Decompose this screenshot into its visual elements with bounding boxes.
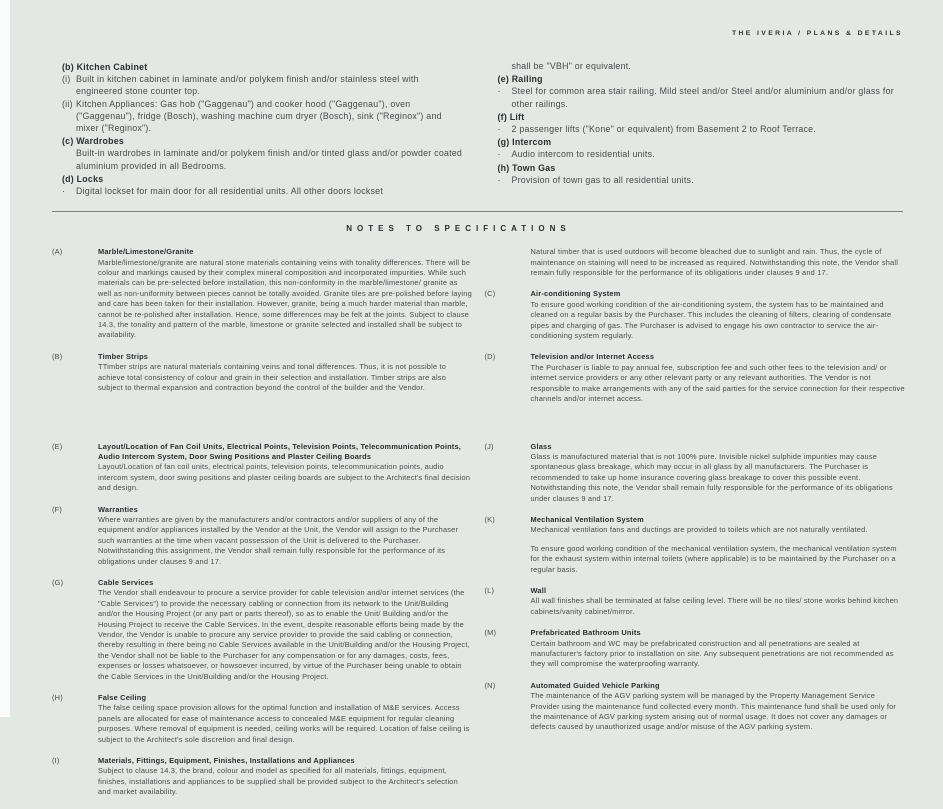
note-label: (E) [52, 441, 63, 451]
specifications-top-section [52, 60, 905, 197]
note-title: Automated Guided Vehicle Parking [530, 680, 660, 690]
spec-heading: (g) Intercom [497, 137, 552, 148]
notes-upper-row [52, 247, 905, 415]
note-body [98, 352, 473, 394]
note-paragraph: The Purchaser is liable to pay annual fee, subscription fee and such other fees to the television and/ or internet service providers or any other relevant party or any relevant authorities. The Vendor is not responsible to make arrangements with any of the said parties for the service connection for their respective channels and/or internet access. [530, 362, 905, 404]
note-label [485, 247, 531, 278]
note-title: Television and/or Internet Access [530, 352, 655, 362]
note-entry [485, 586, 906, 617]
note-paragraph: Glass is manufactured material that is not 100% pure. Invisible nickel sulphide impurities may cause spontaneous glass breakage, which may occur in all glass by all manufacturers. The Purchaser is recommended to take up home insurance covering glass breakage to cover this possible event. Notwithstanding this note, the Vendor shall remain fully responsible for the performance of its obligations under clauses 9 and 17. [530, 451, 893, 503]
note-entry [52, 578, 473, 682]
note-body [531, 586, 906, 617]
note-paragraph: Marble/limestone/granite are natural stone materials containing veins with tonality differences. There will be colour and markings caused by their complex mineral composition and incorporated impurities. While such materials can be pre-selected before installation, this non-conformity in the marble/limestone/ granite as well as non-uniformity between pieces cannot be totally avoided. Granite tiles are pre-polished before laying and care has been taken for their installation. However, granite, being a much harder material than marble, cannot be re-polished after installation. Hence, some differences may be felt at the joints. Subject to clause 14.3, the tonality and pattern of the marble, limestone or granite selected and installed shall be subject to availability. [98, 257, 472, 340]
item-text: Provision of town gas to all residential units. [511, 174, 694, 185]
note-title: Glass [530, 441, 552, 451]
note-body [98, 247, 473, 341]
item-marker: (i) [62, 74, 71, 85]
note-entry [485, 681, 906, 733]
spec-heading: (c) Wardrobes [62, 136, 125, 147]
notes-left-lower-column [52, 442, 473, 809]
notes-left-upper-column [52, 247, 473, 415]
note-paragraph: Natural timber that is used outdoors will become bleached due to sunlight and rain. Thus, the cycle of maintenance on staining will need to be increased as required. Notwithstanding this note, the Vendor shall remain fully responsible for the performance of its obligations under clauses 9 and 17. [530, 247, 899, 278]
note-body [531, 681, 906, 733]
note-title: Mechanical Ventilation System [530, 514, 644, 524]
spec-item [498, 148, 900, 160]
note-body [98, 693, 473, 745]
item-marker: · [497, 174, 501, 185]
item-text: Audio intercom to residential units. [511, 149, 655, 160]
note-body [98, 578, 473, 682]
note-paragraph: The maintenance of the AGV parking system will be managed by the Property Management Service Provider using the maintenance fund collected every month. This maintenance fund shall be used only for the maintenance of AGV parking system arising out of normal usage. It does not cover any damages or defects caused by unauthorized usage and/or misuse of the AGV parking system. [530, 691, 897, 732]
note-paragraph: Mechanical ventilation fans and ductings are provided to toilets which are not naturally ventilated. [530, 525, 868, 535]
page-left-margin [0, 0, 10, 717]
note-entry [52, 756, 473, 798]
note-title: Prefabricated Bathroom Units [530, 628, 641, 638]
item-marker: · [62, 186, 66, 197]
note-body [98, 756, 473, 798]
note-entry [52, 693, 473, 745]
note-label: (C) [484, 289, 496, 299]
spec-heading: (e) Railing [497, 74, 543, 85]
note-entry [485, 352, 906, 404]
spec-item [498, 174, 900, 186]
note-label: (D) [484, 352, 496, 362]
note-body [98, 442, 473, 494]
note-label: (L) [484, 585, 495, 595]
note-label: (M) [484, 628, 497, 638]
top-right-column [498, 60, 900, 197]
item-text: Steel for common area stair railing. Mild steel and/or Steel and/or aluminium and/or glass for other railings. [511, 86, 894, 109]
note-title: Warranties [98, 504, 138, 514]
note-entry [485, 289, 906, 341]
note-entry [485, 247, 906, 278]
note-body [531, 352, 906, 404]
page-header [52, 22, 905, 40]
note-label: (J) [484, 441, 494, 451]
spec-heading: (d) Locks [62, 173, 104, 184]
note-entry [485, 628, 906, 670]
page-content [10, 0, 943, 797]
note-label: (H) [52, 693, 63, 703]
notes-title: NOTES TO SPECIFICATIONS [346, 224, 571, 234]
note-paragraph: Where warranties are given by the manufacturers and/or contractors and/or suppliers of any of the equipment and/or appliances installed by the Vendor at the Unit, the Vendor will assign to the Purchaser such warranties at the time when vacant possession of the Unit is delivered to the Purchaser. Notwithstanding this assignment, the Vendor shall remain fully responsible for the performance of its obligations under clauses 9 and 17. [98, 514, 459, 566]
note-paragraph: The Vendor shall endeavour to procure a service provider for cable television and/or internet services (the "Cable Services") to provide the necessary cabling or connection from its network to the Unit/Building and/or the Housing Project (or any part or parts thereof), so as to enable the Unit/ Building and/or the Housing Project to receive the Cable Services. In the event, despite reasonable efforts being made by the Vendor, the Vendor is unable to procure any service provider to provide the said cabling or connection, thereby resulting in there being no Cable Services available in the Unit/Building and/or the Housing Project, the Vendor shall not be liable to the Purchaser for any compensation or for any damages, costs, fees, expenses or losses whatsoever, or howsoever incurred, by virtue of the Purchaser being unable to obtain the Cable Services in the Unit/Building and/or the Housing Project. [98, 588, 470, 681]
note-paragraph: Subject to clause 14.3, the brand, colour and model as specified for all materials, fittings, equipment, finishes, installations and appliances to be supplied shall be provided subject to the Architect's selection and market availability. [98, 766, 458, 797]
note-body [531, 515, 906, 575]
spec-item [62, 147, 464, 171]
note-paragraph: To ensure good working condition of the mechanical ventilation system, the mechanical ventilation system for the exhaust system within internal toilets (where applicable) is to be maintained by the Purchaser on a regular basis. [530, 543, 897, 574]
item-marker: · [497, 149, 501, 160]
spec-heading: (b) Kitchen Cabinet [62, 62, 148, 72]
top-left-column [62, 60, 464, 197]
note-paragraph: The false ceiling space provision allows for the optimal function and installation of M&E services. Access panels are allocated for ease of maintenance access to concealed M&E equipment for regular cleaning purposes. Where removal of equipment is needed, ceiling works will be required. Location of false ceiling is subject to the Architect's sole discretion and final design. [98, 703, 470, 744]
note-entry [485, 442, 906, 504]
note-title: Wall [530, 585, 547, 595]
spec-heading: (f) Lift [497, 111, 525, 122]
notes-lower-row [52, 442, 905, 809]
note-entry [52, 247, 473, 341]
note-entry [52, 352, 473, 394]
spec-item [498, 60, 900, 72]
note-label: (B) [52, 351, 63, 361]
item-marker: · [497, 124, 501, 135]
item-text: Kitchen Appliances: Gas hob ("Gaggenau") and cooker hood ("Gaggenau"), oven ("Gaggenau"), fridge (Bosch), washing machine cum dryer (Bosch), sink ("Reginox") and mixer ("Reginox"). [76, 98, 442, 134]
note-label: (K) [484, 514, 495, 524]
note-label: (N) [484, 680, 496, 690]
item-text: shall be "VBH" or equivalent. [511, 61, 632, 71]
note-label: (F) [52, 504, 63, 514]
item-text: Built in kitchen cabinet in laminate and/or polykem finish and/or stainless steel with engineered stone counter top. [76, 74, 419, 97]
note-title: Marble/Limestone/Granite [98, 247, 194, 257]
note-title: Air-conditioning System [530, 289, 621, 299]
spec-item [498, 85, 900, 109]
note-title: False Ceiling [98, 693, 147, 703]
note-label: (I) [52, 756, 60, 766]
item-text: 2 passenger lifts ("Kone" or equivalent) from Basement 2 to Roof Terrace. [511, 124, 817, 135]
note-title: Timber Strips [98, 351, 149, 361]
note-paragraph: TTimber strips are natural materials containing veins and tonal differences. Thus, it is not possible to achieve total consistency of colour and grain in their selection and installation. Timber strips are also subject to thermal expansion and contraction beyond the control of the builder and the Vendor. [98, 362, 447, 393]
spec-item [62, 98, 464, 135]
note-body [531, 247, 906, 278]
note-body [531, 628, 906, 670]
item-marker: · [497, 86, 501, 97]
note-entry [52, 442, 473, 494]
item-marker: (ii) [62, 98, 73, 109]
note-title: Cable Services [98, 577, 154, 587]
note-label: (G) [52, 577, 64, 587]
spec-item [498, 123, 900, 135]
note-paragraph: To ensure good working condition of the air-conditioning system, the system has to be maintained and cleaned on a regular basis by the Purchaser. This includes the cleaning of filters, clearing of condensate pipes and charging of gas. The Purchaser is advised to engage his own contractor to service the air-conditioning system regularly. [530, 299, 892, 341]
note-title: Materials, Fittings, Equipment, Finishes, Installations and Appliances [98, 756, 355, 766]
section-divider [52, 211, 903, 212]
note-entry [485, 515, 906, 575]
item-text: Digital lockset for main door for all residential units. All other doors lockset [76, 186, 384, 197]
header-title: THE IVERIA / PLANS & DETAILS [731, 30, 903, 37]
item-text: Built-in wardrobes in laminate and/or polykem finish and/or tinted glass and/or powder coated aluminium provided in all Bedrooms. [76, 148, 463, 171]
note-paragraph: All wall finishes shall be terminated at false ceiling level. There will be no tiles/ stone works behind kitchen cabinets/vanity cabinet/mirror. [530, 596, 899, 616]
notes-right-upper-column [485, 247, 906, 415]
note-title: Layout/Location of Fan Coil Units, Electrical Points, Television Points, Telecommunication Points, Audio Intercom System, Door Swing Positions and Plaster Ceiling Boards [98, 441, 462, 461]
spec-heading: (h) Town Gas [497, 162, 556, 173]
note-paragraph: Layout/Location of fan coil units, electrical points, television points, telecommunication points, audio intercom system, door swing positions and plaster ceiling boards are subject to the Architect's final decision and design. [98, 462, 471, 493]
note-entry [52, 505, 473, 567]
spec-item [62, 73, 464, 97]
note-body [531, 289, 906, 341]
note-body [531, 442, 906, 504]
item-marker [498, 60, 512, 72]
item-marker [62, 147, 76, 171]
note-body [98, 505, 473, 567]
note-label: (A) [52, 247, 63, 257]
note-paragraph: Certain bathroom and WC may be prefabricated construction and all penetrations are sealed at manufacturer's factory prior to installation on site. Any subsequent penetrations are not recommended as they will compromise the waterproofing warranty. [530, 638, 894, 669]
spec-item [62, 185, 464, 197]
notes-right-lower-column [485, 442, 906, 809]
